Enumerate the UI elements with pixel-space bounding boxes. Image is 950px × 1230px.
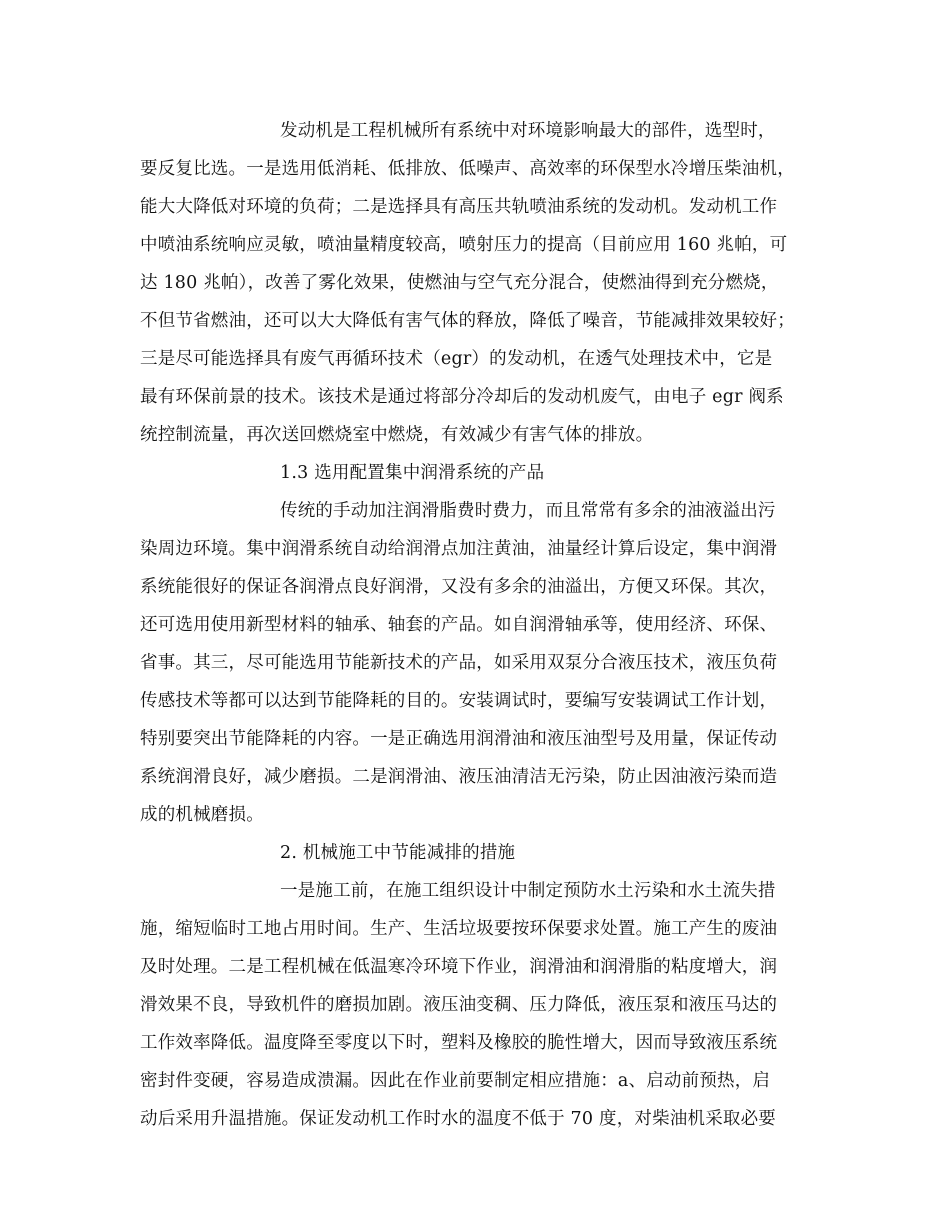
paragraph-line: 染周边环境。集中润滑系统自动给润滑点加注黄油，油量经计算后设定，集中润滑 xyxy=(140,539,778,559)
paragraph-line: 滑效果不良，导致机件的磨损加剧。液压油变稠、压力降低，液压泵和液压马达的 xyxy=(140,995,778,1015)
paragraph-line: 发动机是工程机械所有系统中对环境影响最大的部件，选型时， xyxy=(280,121,776,141)
paragraph-line: 特别要突出节能降耗的内容。一是正确选用润滑油和液压油型号及用量，保证传动 xyxy=(140,729,778,749)
paragraph-line: 要反复比选。一是选用低消耗、低排放、低噪声、高效率的环保型水冷增压柴油机， xyxy=(140,159,795,179)
paragraph-line: 及时处理。二是工程机械在低温寒冷环境下作业，润滑油和润滑脂的粘度增大，润 xyxy=(140,957,778,977)
paragraph-line: 不但节省燃油，还可以大大降低有害气体的释放，降低了噪音，节能减排效果较好； xyxy=(140,311,795,331)
paragraph-line: 系统能很好的保证各润滑点良好润滑，又没有多余的油溢出，方便又环保。其次， xyxy=(140,577,778,597)
section-heading: 1.3 选用配置集中润滑系统的产品 xyxy=(280,463,545,483)
paragraph-line: 达 180 兆帕），改善了雾化效果，使燃油与空气充分混合，使燃油得到充分燃烧， xyxy=(140,273,779,293)
paragraph-line: 三是尽可能选择具有废气再循环技术（egr）的发动机，在透气处理技术中，它是 xyxy=(140,349,773,369)
paragraph-line: 省事。其三，尽可能选用节能新技术的产品，如采用双泵分合液压技术，液压负荷 xyxy=(140,653,778,673)
paragraph-line: 一是施工前，在施工组织设计中制定预防水土污染和水土流失措 xyxy=(280,881,776,901)
paragraph-line: 系统润滑良好，减少磨损。二是润滑油、液压油清洁无污染，防止因油液污染而造 xyxy=(140,767,778,787)
paragraph-line: 成的机械磨损。 xyxy=(140,805,264,825)
paragraph-line: 统控制流量，再次送回燃烧室中燃烧，有效减少有害气体的排放。 xyxy=(140,425,654,445)
paragraph-line: 动后采用升温措施。保证发动机工作时水的温度不低于 70 度，对柴油机采取必要 xyxy=(140,1109,776,1129)
paragraph-line: 能大大降低对环境的负荷；二是选择具有高压共轨喷油系统的发动机。发动机工作 xyxy=(140,197,778,217)
paragraph-line: 传感技术等都可以达到节能降耗的目的。安装调试时，要编写安装调试工作计划， xyxy=(140,691,778,711)
section-heading: 2. 机械施工中节能减排的措施 xyxy=(280,843,516,863)
paragraph-line: 密封件变硬，容易造成溃漏。因此在作业前要制定相应措施：a、启动前预热，启 xyxy=(140,1071,771,1091)
paragraph-line: 还可选用使用新型材料的轴承、轴套的产品。如自润滑轴承等，使用经济、环保、 xyxy=(140,615,778,635)
paragraph-line: 最有环保前景的技术。该技术是通过将部分冷却后的发动机废气，由电子 egr 阀系 xyxy=(140,387,784,407)
paragraph-line: 工作效率降低。温度降至零度以下时，塑料及橡胶的脆性增大，因而导致液压系统 xyxy=(140,1033,778,1053)
paragraph-line: 中喷油系统响应灵敏，喷油量精度较高，喷射压力的提高（目前应用 160 兆帕，可 xyxy=(140,235,788,255)
paragraph-line: 施，缩短临时工地占用时间。生产、生活垃圾要按环保要求处置。施工产生的废油 xyxy=(140,919,778,939)
paragraph-line: 传统的手动加注润滑脂费时费力，而且常常有多余的油液溢出污 xyxy=(280,501,776,521)
